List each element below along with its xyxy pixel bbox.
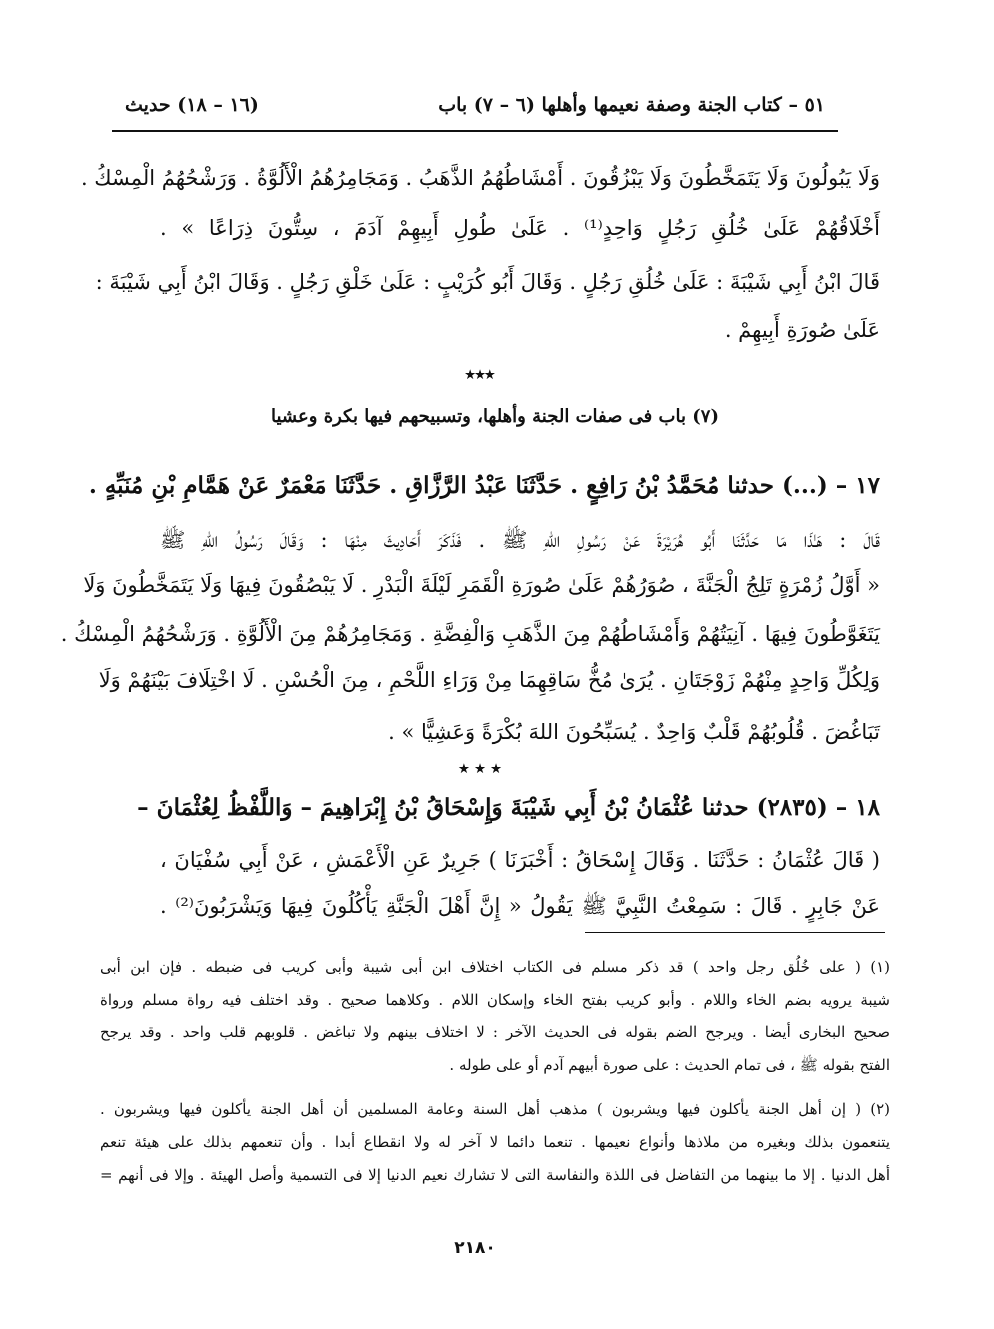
running-header [125,88,825,122]
footnote-line: أهل الدنيا . إلا ما بينهما من التفاضل فى اللذة والنفاسة التى لا تشارك نعيم الدنيا إلا فى التسمية وأصل الهيئة . وإلا فى أنهم = [100,1166,890,1184]
footnote-line: (١) ( على خُلُق رجل واحد ) قد ذكر مسلم فى الكتاب اختلاف ابن أبى شيبة وأبى كريب فى ضبطه . فإن ابن أبى [100,958,890,976]
body-line: أَخْلَاقُهُمْ عَلَىٰ خُلُقِ رَجُلٍ وَاحِدٍ⁽¹⁾ . عَلَىٰ طُولِ أَبِيهِمْ آدَمَ ، سِتُّونَ ذِرَاعًا » . [160,216,880,240]
body-line: وَلَا يَبُولُونَ وَلَا يَتَمَخَّطُونَ وَلَا يَبْزُقُونَ . أَمْشَاطُهُمُ الذَّهَبُ . وَمَجَامِرُهُمُ الْأَلُوَّةُ . وَرَشْحُهُمُ الْمِسْكُ . [80,166,880,190]
footnote-line: يتنعمون بذلك وبغيره من ملاذها وأنواع نعيمها . تنعما دائما لا آخر له ولا انقطاع أبدا . وأن تنعمهم بذلك على هيئة تنعم [100,1133,890,1151]
body-line: قَالَ ابْنُ أَبِي شَيْبَةَ : عَلَىٰ خُلُقِ رَجُلٍ . وَقَالَ أَبُو كُرَيْبٍ : عَلَىٰ خَلْقِ رَجُلٍ . وَقَالَ ابْنُ أَبِي شَيْبَةَ : [95,270,880,294]
footnote-line: شيبة يرويه بضم الخاء واللام . وأبو كريب بفتح الخاء وإسكان اللام . وكلاهما صحيح . وقد اختلف فيه رواة مسلم ورواة [100,991,890,1009]
body-line: عَنْ جَابِرٍ . قَالَ : سَمِعْتُ النَّبِيَّ ﷺ يَقُولُ « إِنَّ أَهْلَ الْجَنَّةِ يَأْكُلُونَ فِيهَا وَيَشْرَبُونَ⁽²⁾ . [160,894,880,918]
page-number: ٢١٨٠ [454,1238,496,1258]
body-line: « أَوَّلُ زُمْرَةٍ تَلِجُ الْجَنَّةَ ، صُوَرُهُمْ عَلَىٰ صُورَةِ الْقَمَرِ لَيْلَةَ الْبَدْرِ . لَا يَبْصُقُونَ فِيهَا وَلَا يَتَمَخَّطُونَ وَلَا [83,573,880,597]
section-separator-stars: ٭٭٭ [465,364,495,385]
hadith-17-line: ١٧ – (...) حدثنا مُحَمَّدُ بْنُ رَافِعٍ . حَدَّثَنَا عَبْدُ الرَّزَّاقِ . حَدَّثَنَا مَعْمَرٌ عَنْ هَمَّامِ بْنِ مُنَبِّهٍ . [88,472,880,499]
hadith-18-line: ١٨ – (٢٨٣٥) حدثنا عُثْمَانُ بْنُ أَبِي شَيْبَةَ وَإِسْحَاقُ بْنُ إِبْرَاهِيمَ – وَاللَّفْظُ لِعُثْمَانَ – [137,794,880,821]
body-line: ( قَالَ عُثْمَانُ : حَدَّثَنَا . وَقَالَ إِسْحَاقُ : أَخْبَرَنَا ) جَرِيرٌ عَنِ الْأَعْمَشِ ، عَنْ أَبِي سُفْيَانَ ، [160,848,880,872]
body-line: وَلِكُلِّ وَاحِدٍ مِنْهُمْ زَوْجَتَانِ . يُرَىٰ مُخُّ سَاقِهِمَا مِنْ وَرَاءِ اللَّحْمِ ، مِنَ الْحُسْنِ . لَا اخْتِلَافَ بَيْنَهُمْ وَلَا [98,668,880,692]
hadith-separator-stars: ٭ ٭ ٭ [459,758,501,779]
header-hadith-range: (١٦ – ١٨) حديث [125,94,259,116]
footnote-rule [585,932,885,933]
body-line: تَبَاغُضَ . قُلُوبُهُمْ قَلْبٌ وَاحِدٌ . يُسَبِّحُونَ اللهَ بُكْرَةً وَعَشِيًّا » . [388,720,880,744]
header-rule [112,130,838,132]
chapter-heading: (٧) باب فى صفات الجنة وأهلها، وتسبيحهم فيها بكرة وعشيا [271,406,719,427]
footnote-line: (٢) ( إن أهل الجنة يأكلون فيها ويشربون ) مذهب أهل السنة وعامة المسلمين أن أهل الجنة يأكلون فيها ويشربون . [100,1100,890,1118]
footnote-line: صحيح البخارى أيضا . ويرجح الضم بقوله فى الحديث الآخر : لا اختلاف بينهم ولا تباغض . قلوبهم قلب واحد . وقد يرجح [100,1023,890,1041]
body-line: قَالَ : هَـٰذَا مَا حَدَّثَنَا أَبُو هُرَيْرَةَ عَنْ رَسُولِ اللهِ ﷺ . فَذَكَرَ أَحَادِيثَ مِنْهَا : وَقَالَ رَسُولُ اللهِ ﷺ [160,528,880,552]
body-line: عَلَىٰ صُورَةِ أَبِيهِمْ . [724,318,880,342]
header-book-title: ٥١ – كتاب الجنة وصفة نعيمها وأهلها (٦ – ٧) باب [438,94,825,116]
body-line: يَتَغَوَّطُونَ فِيهَا . آنِيَتُهُمْ وَأَمْشَاطُهُمْ مِنَ الذَّهَبِ وَالْفِضَّةِ . وَمَجَامِرُهُمْ مِنَ الْأَلُوَّةِ . وَرَشْحُهُمُ الْمِسْكُ . [60,622,880,646]
footnote-line: الفتح بقوله ﷺ ، فى تمام الحديث : على صورة أبيهم آدم أو على طوله . [449,1056,890,1074]
